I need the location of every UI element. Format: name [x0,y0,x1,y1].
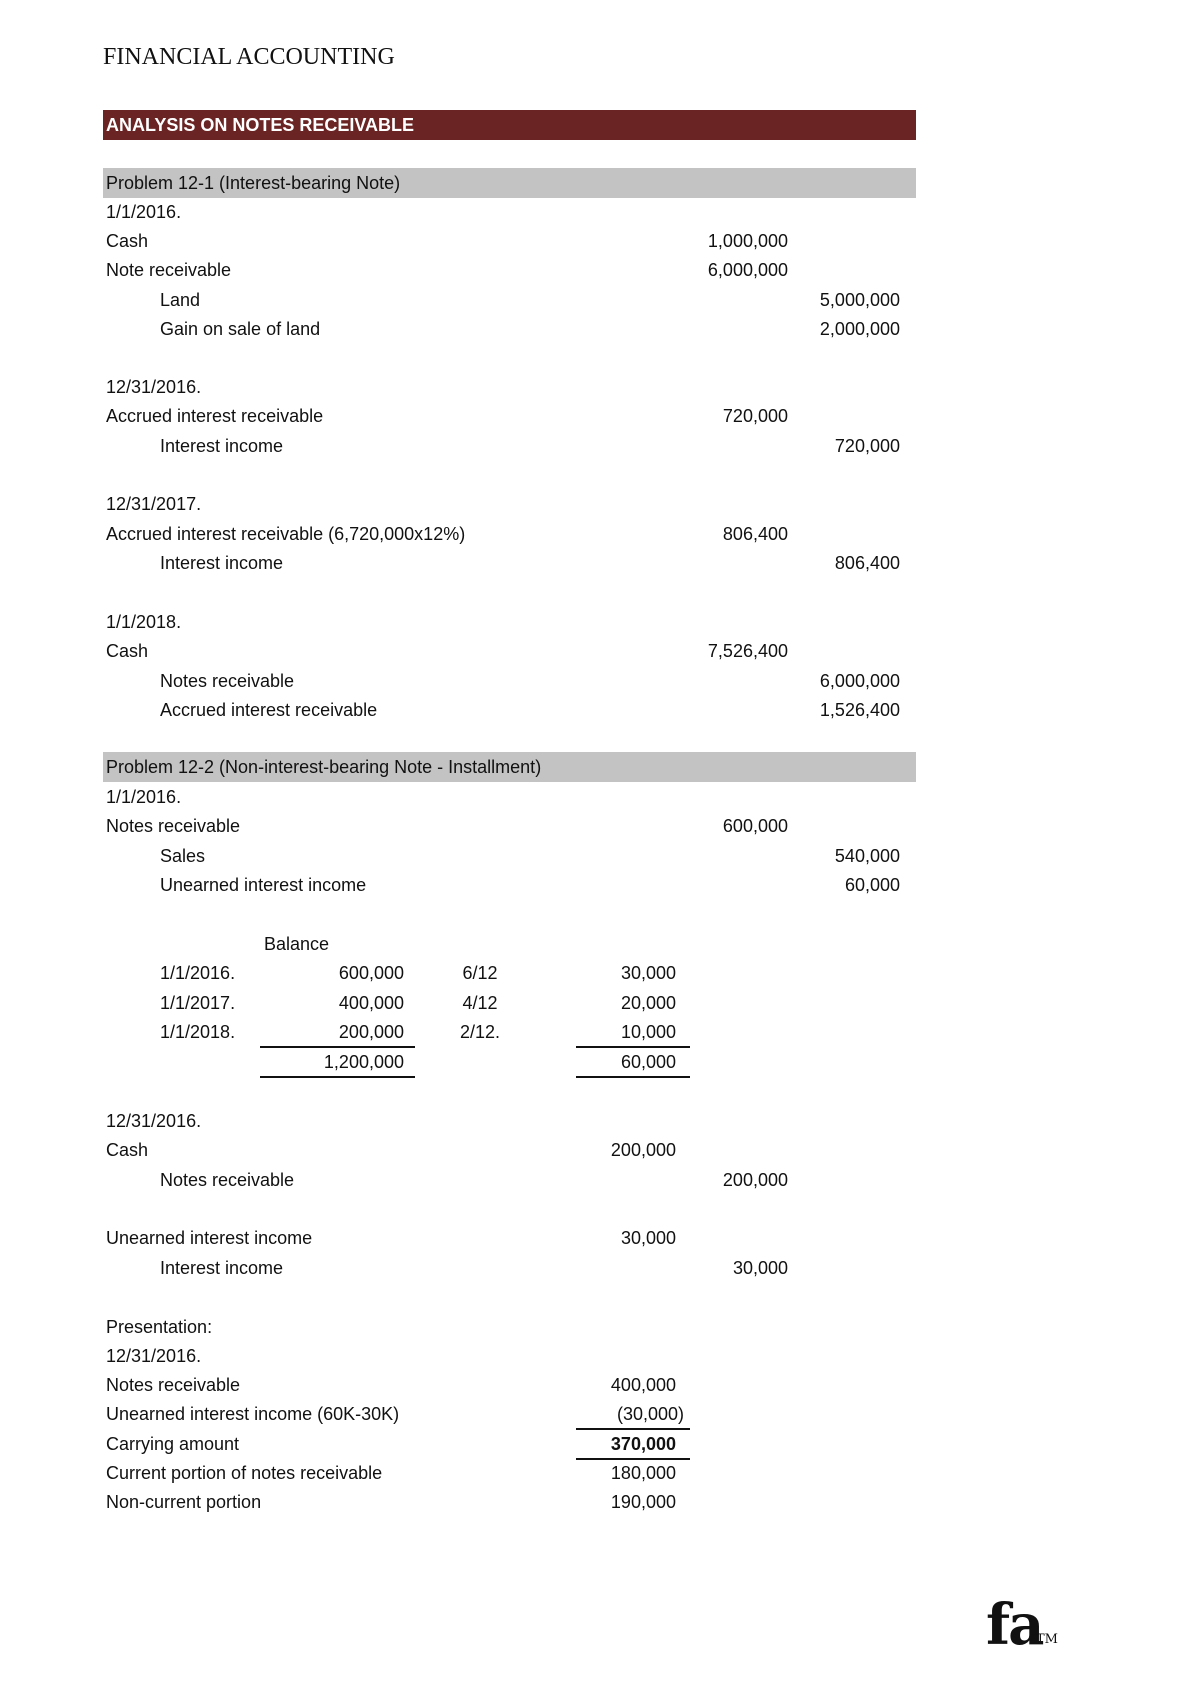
entry-date: 12/31/2016. [106,377,202,397]
debit-amount: 6,000,000 [707,260,788,280]
account-unearned-interest-income: Unearned interest income [106,1228,313,1248]
presentation-date: 12/31/2016. [106,1346,202,1366]
schedule-total-amount: 60,000 [620,1052,676,1072]
presentation-title: Presentation: [106,1317,213,1337]
credit-amount: 2,000,000 [819,319,900,339]
account-cash: Cash [106,231,149,251]
trademark-mark: TM [1036,1632,1058,1647]
credit-amount: 720,000 [834,436,900,456]
schedule-balance: 600,000 [338,963,404,983]
account-notes-receivable: Notes receivable [106,816,241,836]
account-accrued-interest-receivable: Accrued interest receivable [160,700,378,720]
credit-amount: 5,000,000 [819,290,900,310]
account-cash: Cash [106,1140,149,1160]
debit-amount: 7,526,400 [707,641,788,661]
schedule-date: 1/1/2018. [160,1022,236,1042]
account-land: Land [160,290,201,310]
account-interest-income: Interest income [160,553,284,573]
presentation-amount: 370,000 [610,1434,676,1454]
account-notes-receivable: Notes receivable [160,671,295,691]
document-title: FINANCIAL ACCOUNTING [103,44,395,70]
account-sales: Sales [160,846,206,866]
account-note-receivable: Note receivable [106,260,232,280]
entry-date: 12/31/2016. [106,1111,202,1131]
schedule-balance: 400,000 [338,993,404,1013]
credit-amount: 1,526,400 [819,700,900,720]
entry-date: 1/1/2018. [106,612,182,632]
presentation-amount: 400,000 [610,1375,676,1395]
credit-amount: 540,000 [834,846,900,866]
schedule-date: 1/1/2017. [160,993,236,1013]
total-underline [576,1076,690,1078]
credit-amount: 60,000 [844,875,900,895]
presentation-non-current-portion: Non-current portion [106,1492,262,1512]
account-gain-on-sale: Gain on sale of land [160,319,321,339]
schedule-fraction: 2/12. [459,1022,501,1042]
entry-date: 1/1/2016. [106,202,182,222]
presentation-notes-receivable: Notes receivable [106,1375,241,1395]
account-cash: Cash [106,641,149,661]
schedule-total-balance: 1,200,000 [323,1052,404,1072]
presentation-unearned-interest: Unearned interest income (60K-30K) [106,1404,400,1424]
debit-amount: 30,000 [620,1228,676,1248]
credit-amount: 200,000 [722,1170,788,1190]
account-accrued-interest-receivable: Accrued interest receivable [106,406,324,426]
schedule-balance: 200,000 [338,1022,404,1042]
schedule-fraction: 6/12 [462,963,498,983]
schedule-header: Balance [264,934,330,954]
entry-date: 12/31/2017. [106,494,202,514]
account-unearned-interest-income: Unearned interest income [160,875,367,895]
presentation-current-portion: Current portion of notes receivable [106,1463,383,1483]
presentation-carrying-amount: Carrying amount [106,1434,240,1454]
schedule-amount: 30,000 [620,963,676,983]
schedule-fraction: 4/12 [462,993,498,1013]
brand-logo: fa [986,1592,1043,1658]
schedule-date: 1/1/2016. [160,963,236,983]
account-interest-income: Interest income [160,1258,284,1278]
credit-amount: 30,000 [732,1258,788,1278]
section-title: ANALYSIS ON NOTES RECEIVABLE [103,110,916,140]
debit-amount: 200,000 [610,1140,676,1160]
schedule-amount: 10,000 [620,1022,676,1042]
debit-amount: 1,000,000 [707,231,788,251]
account-notes-receivable: Notes receivable [160,1170,295,1190]
credit-amount: 806,400 [834,553,900,573]
problem-12-1-title: Problem 12-1 (Interest-bearing Note) [103,168,916,198]
presentation-amount: 180,000 [610,1463,676,1483]
account-accrued-interest-receivable: Accrued interest receivable (6,720,000x12%) [106,524,466,544]
entry-date: 1/1/2016. [106,787,182,807]
presentation-amount: (30,000) [616,1404,684,1424]
credit-amount: 6,000,000 [819,671,900,691]
debit-amount: 806,400 [722,524,788,544]
schedule-amount: 20,000 [620,993,676,1013]
problem-12-2-title: Problem 12-2 (Non-interest-bearing Note - Installment) [103,752,916,782]
debit-amount: 600,000 [722,816,788,836]
debit-amount: 720,000 [722,406,788,426]
account-interest-income: Interest income [160,436,284,456]
presentation-amount: 190,000 [610,1492,676,1512]
total-underline [260,1076,415,1078]
